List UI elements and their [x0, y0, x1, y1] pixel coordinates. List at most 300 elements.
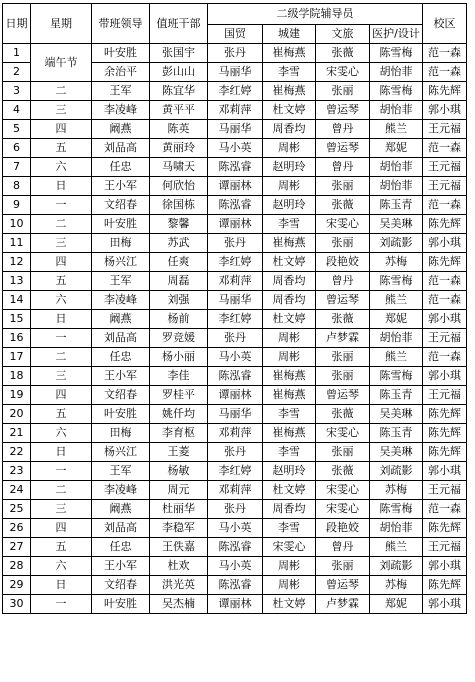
cell-chengjian: 崔梅燕 — [263, 367, 316, 386]
cell-date: 29 — [3, 576, 31, 595]
cell-campus: 王元福 — [423, 120, 467, 139]
cell-yihu-sheji: 陈玉青 — [370, 196, 423, 215]
cell-wenlv: 曾运琴 — [316, 386, 370, 405]
cell-weekday: 六 — [31, 158, 92, 177]
cell-wenlv: 张薇 — [316, 462, 370, 481]
cell-wenlv: 曾运琴 — [316, 101, 370, 120]
cell-duty-cadre: 李育枢 — [150, 424, 208, 443]
cell-weekday: 五 — [31, 538, 92, 557]
cell-yihu-sheji: 陈雪梅 — [370, 82, 423, 101]
table-row — [3, 405, 467, 424]
cell-leader: 田梅 — [92, 234, 150, 253]
cell-wenlv: 段艳姣 — [316, 519, 370, 538]
table-row — [3, 253, 467, 272]
cell-chengjian: 崔梅燕 — [263, 82, 316, 101]
cell-date: 5 — [3, 120, 31, 139]
table-header — [3, 4, 467, 44]
cell-yihu-sheji: 苏梅 — [370, 253, 423, 272]
table-row — [3, 557, 467, 576]
cell-duty-cadre: 杜丽华 — [150, 500, 208, 519]
cell-date: 16 — [3, 329, 31, 348]
cell-date: 13 — [3, 272, 31, 291]
cell-date: 24 — [3, 481, 31, 500]
cell-wenlv: 张丽 — [316, 348, 370, 367]
cell-leader: 刘品高 — [92, 139, 150, 158]
cell-yihu-sheji: 胡怡菲 — [370, 177, 423, 196]
cell-campus: 范一森 — [423, 139, 467, 158]
cell-duty-cadre: 黎馨 — [150, 215, 208, 234]
cell-guomao: 邓莉萍 — [208, 481, 263, 500]
cell-leader: 阚燕 — [92, 310, 150, 329]
cell-leader: 王军 — [92, 82, 150, 101]
cell-chengjian: 崔梅燕 — [263, 424, 316, 443]
cell-campus: 范一森 — [423, 500, 467, 519]
cell-date: 2 — [3, 63, 31, 82]
cell-date: 7 — [3, 158, 31, 177]
cell-leader: 余治平 — [92, 63, 150, 82]
cell-leader: 李凌峰 — [92, 101, 150, 120]
cell-chengjian: 崔梅燕 — [263, 44, 316, 63]
table-row — [3, 576, 467, 595]
cell-wenlv: 曾丹 — [316, 272, 370, 291]
cell-guomao: 陈泓睿 — [208, 576, 263, 595]
cell-chengjian: 周香均 — [263, 500, 316, 519]
table-row — [3, 234, 467, 253]
cell-date: 18 — [3, 367, 31, 386]
cell-duty-cadre: 李稳军 — [150, 519, 208, 538]
cell-guomao: 李红婷 — [208, 82, 263, 101]
cell-leader: 王小军 — [92, 557, 150, 576]
cell-chengjian: 赵明玲 — [263, 196, 316, 215]
cell-campus: 郭小琪 — [423, 595, 467, 614]
cell-chengjian: 崔梅燕 — [263, 386, 316, 405]
cell-yihu-sheji: 吴美琳 — [370, 405, 423, 424]
cell-chengjian: 杜文婷 — [263, 101, 316, 120]
cell-wenlv: 段艳姣 — [316, 253, 370, 272]
cell-date: 1 — [3, 44, 31, 63]
cell-duty-cadre: 刘强 — [150, 291, 208, 310]
cell-date: 12 — [3, 253, 31, 272]
cell-wenlv: 张薇 — [316, 44, 370, 63]
cell-wenlv: 宋雯心 — [316, 481, 370, 500]
cell-campus: 王元福 — [423, 177, 467, 196]
cell-leader: 叶安胜 — [92, 595, 150, 614]
cell-leader: 叶安胜 — [92, 405, 150, 424]
cell-leader: 任忠 — [92, 348, 150, 367]
cell-guomao: 谭丽林 — [208, 177, 263, 196]
cell-yihu-sheji: 熊兰 — [370, 348, 423, 367]
cell-chengjian: 李雪 — [263, 63, 316, 82]
cell-duty-cadre: 何欣怡 — [150, 177, 208, 196]
cell-duty-cadre: 陈英 — [150, 120, 208, 139]
cell-chengjian: 李雪 — [263, 215, 316, 234]
cell-guomao: 邓莉萍 — [208, 101, 263, 120]
table-row — [3, 310, 467, 329]
cell-duty-cadre: 周磊 — [150, 272, 208, 291]
cell-leader: 王军 — [92, 462, 150, 481]
cell-leader: 杨兴江 — [92, 443, 150, 462]
cell-campus: 郭小琪 — [423, 310, 467, 329]
cell-date: 30 — [3, 595, 31, 614]
cell-duty-cadre: 杨小丽 — [150, 348, 208, 367]
cell-yihu-sheji: 陈玉青 — [370, 424, 423, 443]
cell-duty-cadre: 陈宜华 — [150, 82, 208, 101]
cell-date: 11 — [3, 234, 31, 253]
header-leader: 带班领导 — [92, 4, 150, 44]
cell-duty-cadre: 王佚嘉 — [150, 538, 208, 557]
cell-weekday: 二 — [31, 82, 92, 101]
cell-campus: 王元福 — [423, 386, 467, 405]
cell-date: 26 — [3, 519, 31, 538]
cell-campus: 陈先辉 — [423, 443, 467, 462]
cell-campus: 范一森 — [423, 291, 467, 310]
cell-guomao: 马丽华 — [208, 291, 263, 310]
cell-leader: 李凌峰 — [92, 481, 150, 500]
header-wenlv: 文旅 — [316, 25, 370, 44]
cell-chengjian: 杜文婷 — [263, 253, 316, 272]
table-row — [3, 177, 467, 196]
cell-guomao: 张丹 — [208, 443, 263, 462]
cell-chengjian: 李雪 — [263, 405, 316, 424]
cell-date: 27 — [3, 538, 31, 557]
cell-chengjian: 杜文婷 — [263, 481, 316, 500]
cell-leader: 王小军 — [92, 367, 150, 386]
cell-weekday: 四 — [31, 519, 92, 538]
cell-guomao: 李红婷 — [208, 462, 263, 481]
cell-wenlv: 宋雯心 — [316, 500, 370, 519]
cell-weekday: 日 — [31, 177, 92, 196]
cell-date: 17 — [3, 348, 31, 367]
cell-campus: 陈先辉 — [423, 519, 467, 538]
header-campus: 校区 — [423, 4, 467, 44]
cell-chengjian: 赵明玲 — [263, 462, 316, 481]
header-date: 日期 — [3, 4, 31, 44]
cell-duty-cadre: 王菱 — [150, 443, 208, 462]
cell-guomao: 谭丽林 — [208, 386, 263, 405]
cell-duty-cadre: 李佳 — [150, 367, 208, 386]
cell-date: 15 — [3, 310, 31, 329]
cell-wenlv: 曾运琴 — [316, 576, 370, 595]
cell-weekday: 三 — [31, 367, 92, 386]
cell-wenlv: 张丽 — [316, 234, 370, 253]
cell-campus: 陈先辉 — [423, 576, 467, 595]
cell-guomao: 陈泓睿 — [208, 367, 263, 386]
cell-guomao: 马小英 — [208, 519, 263, 538]
cell-campus: 郭小琪 — [423, 101, 467, 120]
cell-weekday: 日 — [31, 443, 92, 462]
cell-weekday: 五 — [31, 405, 92, 424]
cell-yihu-sheji: 胡怡菲 — [370, 158, 423, 177]
cell-wenlv: 宋雯心 — [316, 424, 370, 443]
cell-guomao: 张丹 — [208, 234, 263, 253]
table-row — [3, 215, 467, 234]
cell-campus: 王元福 — [423, 538, 467, 557]
header-chengjian: 城建 — [263, 25, 316, 44]
cell-yihu-sheji: 刘疏影 — [370, 234, 423, 253]
cell-wenlv: 张薇 — [316, 196, 370, 215]
cell-date: 9 — [3, 196, 31, 215]
cell-weekday: 日 — [31, 576, 92, 595]
cell-chengjian: 杜文婷 — [263, 310, 316, 329]
cell-wenlv: 曾丹 — [316, 538, 370, 557]
cell-date: 19 — [3, 386, 31, 405]
cell-chengjian: 崔梅燕 — [263, 234, 316, 253]
cell-chengjian: 宋雯心 — [263, 538, 316, 557]
cell-yihu-sheji: 苏梅 — [370, 481, 423, 500]
cell-chengjian: 李雪 — [263, 443, 316, 462]
table-row — [3, 272, 467, 291]
cell-weekday: 一 — [31, 595, 92, 614]
cell-weekday: 四 — [31, 386, 92, 405]
cell-duty-cadre: 杜欢 — [150, 557, 208, 576]
cell-date: 6 — [3, 139, 31, 158]
cell-guomao: 张丹 — [208, 44, 263, 63]
cell-yihu-sheji: 刘疏影 — [370, 557, 423, 576]
cell-yihu-sheji: 刘疏影 — [370, 462, 423, 481]
cell-guomao: 邓莉萍 — [208, 424, 263, 443]
table-row — [3, 44, 467, 63]
table-row — [3, 538, 467, 557]
cell-leader: 杨兴江 — [92, 253, 150, 272]
cell-weekday: 三 — [31, 101, 92, 120]
cell-yihu-sheji: 熊兰 — [370, 291, 423, 310]
cell-chengjian: 周彬 — [263, 139, 316, 158]
cell-wenlv: 张丽 — [316, 177, 370, 196]
header-counselor-group: 二级学院辅导员 — [208, 4, 423, 25]
cell-guomao: 谭丽林 — [208, 215, 263, 234]
cell-duty-cadre: 彭山山 — [150, 63, 208, 82]
table-row — [3, 367, 467, 386]
cell-yihu-sheji: 胡怡菲 — [370, 63, 423, 82]
table-row — [3, 120, 467, 139]
cell-leader: 任忠 — [92, 538, 150, 557]
cell-weekday: 三 — [31, 500, 92, 519]
cell-duty-cadre: 姚仟均 — [150, 405, 208, 424]
cell-wenlv: 曾丹 — [316, 120, 370, 139]
cell-date: 21 — [3, 424, 31, 443]
cell-date: 25 — [3, 500, 31, 519]
cell-weekday: 二 — [31, 348, 92, 367]
cell-weekday: 五 — [31, 272, 92, 291]
table-row — [3, 139, 467, 158]
table-row — [3, 101, 467, 120]
cell-guomao: 马小英 — [208, 139, 263, 158]
cell-weekday: 日 — [31, 310, 92, 329]
cell-campus: 郭小琪 — [423, 462, 467, 481]
table-row — [3, 386, 467, 405]
cell-yihu-sheji: 陈雪梅 — [370, 272, 423, 291]
cell-duty-cadre: 吴杰楠 — [150, 595, 208, 614]
cell-wenlv: 张薇 — [316, 405, 370, 424]
cell-yihu-sheji: 陈玉青 — [370, 386, 423, 405]
cell-guomao: 陈泓睿 — [208, 158, 263, 177]
cell-campus: 郭小琪 — [423, 367, 467, 386]
table-row — [3, 158, 467, 177]
table-row — [3, 196, 467, 215]
cell-leader: 田梅 — [92, 424, 150, 443]
cell-weekday: 一 — [31, 196, 92, 215]
cell-yihu-sheji: 胡怡菲 — [370, 101, 423, 120]
cell-guomao: 张丹 — [208, 500, 263, 519]
cell-yihu-sheji: 苏梅 — [370, 576, 423, 595]
cell-yihu-sheji: 郑妮 — [370, 310, 423, 329]
table-row — [3, 424, 467, 443]
cell-campus: 范一森 — [423, 348, 467, 367]
cell-leader: 王小军 — [92, 177, 150, 196]
cell-guomao: 马丽华 — [208, 63, 263, 82]
table-row — [3, 82, 467, 101]
cell-weekday: 三 — [31, 234, 92, 253]
cell-date: 20 — [3, 405, 31, 424]
cell-weekday: 四 — [31, 253, 92, 272]
cell-guomao: 邓莉萍 — [208, 272, 263, 291]
cell-duty-cadre: 洪光英 — [150, 576, 208, 595]
cell-leader: 阚燕 — [92, 120, 150, 139]
cell-date: 10 — [3, 215, 31, 234]
cell-date: 3 — [3, 82, 31, 101]
cell-guomao: 陈泓睿 — [208, 196, 263, 215]
cell-wenlv: 曾运琴 — [316, 139, 370, 158]
cell-leader: 叶安胜 — [92, 215, 150, 234]
cell-yihu-sheji: 吴美琳 — [370, 443, 423, 462]
cell-date: 28 — [3, 557, 31, 576]
cell-chengjian: 周香均 — [263, 291, 316, 310]
cell-wenlv: 卢梦霖 — [316, 595, 370, 614]
cell-guomao: 张丹 — [208, 329, 263, 348]
cell-chengjian: 周香均 — [263, 272, 316, 291]
table-row — [3, 348, 467, 367]
table-row — [3, 500, 467, 519]
cell-campus: 王元福 — [423, 481, 467, 500]
cell-leader: 刘品高 — [92, 329, 150, 348]
header-yihu-sheji: 医护/设计 — [370, 25, 423, 44]
cell-leader: 任忠 — [92, 158, 150, 177]
cell-campus: 郭小琪 — [423, 234, 467, 253]
cell-duty-cadre: 任爽 — [150, 253, 208, 272]
table-row — [3, 291, 467, 310]
cell-weekday: 二 — [31, 481, 92, 500]
cell-weekday: 二 — [31, 215, 92, 234]
cell-guomao: 陈泓睿 — [208, 538, 263, 557]
cell-campus: 陈先辉 — [423, 215, 467, 234]
table-row — [3, 443, 467, 462]
cell-guomao: 谭丽林 — [208, 595, 263, 614]
cell-leader: 叶安胜 — [92, 44, 150, 63]
cell-weekday: 五 — [31, 139, 92, 158]
cell-wenlv: 张丽 — [316, 443, 370, 462]
cell-duty-cadre: 黄平平 — [150, 101, 208, 120]
cell-campus: 范一森 — [423, 272, 467, 291]
cell-duty-cadre: 马啸天 — [150, 158, 208, 177]
cell-weekday: 六 — [31, 424, 92, 443]
cell-yihu-sheji: 陈雪梅 — [370, 367, 423, 386]
cell-wenlv: 张丽 — [316, 82, 370, 101]
cell-campus: 陈先辉 — [423, 424, 467, 443]
cell-duty-cadre: 周元 — [150, 481, 208, 500]
cell-date: 14 — [3, 291, 31, 310]
cell-guomao: 马丽华 — [208, 405, 263, 424]
table-body — [3, 44, 467, 614]
cell-duty-cadre: 杨敏 — [150, 462, 208, 481]
cell-wenlv: 张丽 — [316, 367, 370, 386]
cell-campus: 范一森 — [423, 63, 467, 82]
cell-date: 8 — [3, 177, 31, 196]
cell-yihu-sheji: 熊兰 — [370, 538, 423, 557]
cell-weekday: 六 — [31, 291, 92, 310]
cell-chengjian: 周彬 — [263, 576, 316, 595]
cell-chengjian: 周彬 — [263, 177, 316, 196]
table-row — [3, 519, 467, 538]
duty-roster-table — [2, 3, 467, 614]
header-weekday: 星期 — [31, 4, 92, 44]
cell-chengjian: 周彬 — [263, 329, 316, 348]
cell-weekday: 四 — [31, 120, 92, 139]
cell-yihu-sheji: 郑妮 — [370, 595, 423, 614]
cell-duty-cadre: 徐国栋 — [150, 196, 208, 215]
cell-chengjian: 杜文婷 — [263, 595, 316, 614]
cell-leader: 李凌峰 — [92, 291, 150, 310]
header-duty-cadre: 值班干部 — [150, 4, 208, 44]
cell-campus: 陈先辉 — [423, 253, 467, 272]
cell-date: 4 — [3, 101, 31, 120]
cell-date: 22 — [3, 443, 31, 462]
cell-campus: 范一森 — [423, 44, 467, 63]
cell-leader: 文绍春 — [92, 196, 150, 215]
cell-yihu-sheji: 吴美琳 — [370, 215, 423, 234]
cell-guomao: 马丽华 — [208, 120, 263, 139]
header-guomao: 国贸 — [208, 25, 263, 44]
cell-leader: 文绍春 — [92, 386, 150, 405]
cell-wenlv: 宋雯心 — [316, 215, 370, 234]
cell-yihu-sheji: 胡怡菲 — [370, 329, 423, 348]
cell-guomao: 马小英 — [208, 557, 263, 576]
cell-campus: 陈先辉 — [423, 82, 467, 101]
cell-weekday: 端午节 — [31, 44, 92, 82]
cell-duty-cadre: 杨前 — [150, 310, 208, 329]
cell-chengjian: 周香均 — [263, 120, 316, 139]
table-row — [3, 481, 467, 500]
table-row — [3, 595, 467, 614]
cell-campus: 范一森 — [423, 196, 467, 215]
cell-campus: 王元福 — [423, 329, 467, 348]
cell-yihu-sheji: 胡怡菲 — [370, 519, 423, 538]
cell-campus: 郭小琪 — [423, 557, 467, 576]
table-row — [3, 329, 467, 348]
cell-leader: 文绍春 — [92, 576, 150, 595]
cell-yihu-sheji: 郑妮 — [370, 139, 423, 158]
cell-wenlv: 卢梦霖 — [316, 329, 370, 348]
cell-campus: 陈先辉 — [423, 405, 467, 424]
cell-leader: 刘品高 — [92, 519, 150, 538]
cell-weekday: 六 — [31, 557, 92, 576]
cell-chengjian: 周彬 — [263, 557, 316, 576]
duty-roster-sheet — [2, 3, 467, 614]
cell-guomao: 李红婷 — [208, 310, 263, 329]
cell-chengjian: 李雪 — [263, 519, 316, 538]
cell-weekday: 一 — [31, 329, 92, 348]
cell-guomao: 李红婷 — [208, 253, 263, 272]
cell-leader: 王军 — [92, 272, 150, 291]
cell-wenlv: 张丽 — [316, 557, 370, 576]
cell-duty-cadre: 苏武 — [150, 234, 208, 253]
cell-date: 23 — [3, 462, 31, 481]
cell-campus: 王元福 — [423, 158, 467, 177]
cell-duty-cadre: 罗桂平 — [150, 386, 208, 405]
cell-guomao: 马小英 — [208, 348, 263, 367]
cell-weekday: 一 — [31, 462, 92, 481]
cell-chengjian: 赵明玲 — [263, 158, 316, 177]
cell-wenlv: 张薇 — [316, 310, 370, 329]
